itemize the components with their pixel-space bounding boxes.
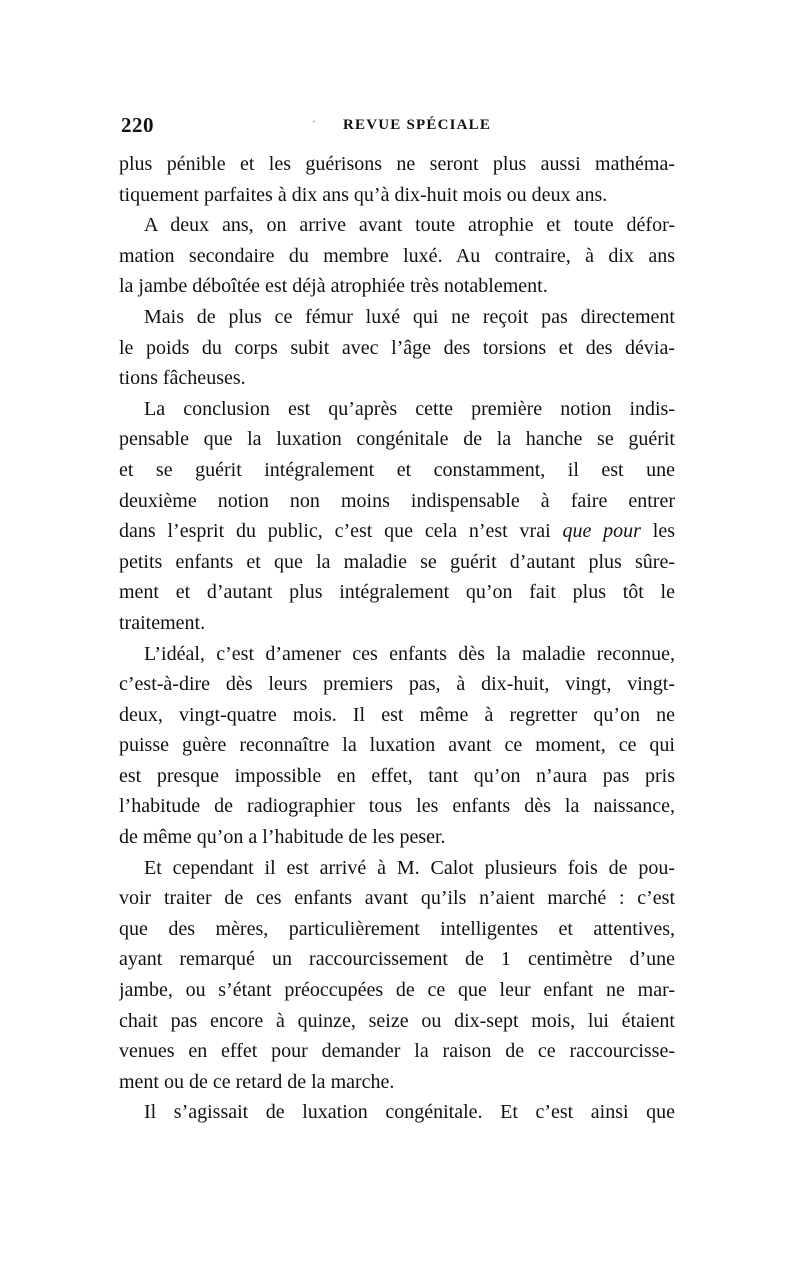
text-line: ment et d’autant plus intégralement qu’on fait plus tôt le (119, 581, 675, 604)
text-line: et se guérit intégralement et constamment, il est une (119, 458, 675, 481)
text-line: traitement. (119, 611, 206, 634)
text-line: chait pas encore à quinze, seize ou dix-sept mois, lui étaient (119, 1009, 675, 1032)
text-line: La conclusion est qu’après cette première notion indis- (144, 397, 675, 420)
text-line: L’idéal, c’est d’amener ces enfants dès la maladie reconnue, (144, 642, 675, 665)
text-line: Il s’agissait de luxation congénitale. Et c’est ainsi que (144, 1101, 675, 1124)
text-line: plus pénible et les guérisons ne seront plus aussi mathéma- (119, 153, 675, 175)
text-line: de même qu’on a l’habitude de les peser. (119, 826, 446, 849)
italic-emphasis: que pour (562, 520, 641, 543)
text-line: petits enfants et que la maladie se guérit d’autant plus sûre- (119, 550, 675, 573)
text-line: voir traiter de ces enfants avant qu’ils n’aient marché : c’est (119, 887, 675, 910)
text-line (119, 516, 675, 547)
header-dot: · (312, 114, 316, 128)
text-line: pensable que la luxation congénitale de la hanche se guérit (119, 428, 675, 451)
text-line: jambe, ou s’étant préoccupées de ce que leur enfant ne mar- (119, 979, 675, 1002)
text-line: tiquement parfaites à dix ans qu’à dix-huit mois ou deux ans. (119, 183, 608, 206)
text-line: ment ou de ce retard de la marche. (119, 1070, 395, 1093)
line-segment: les (652, 520, 675, 543)
text-line: deux, vingt-quatre mois. Il est même à regretter qu’on ne (119, 703, 675, 726)
text-line: tions fâcheuses. (119, 367, 246, 390)
text-line: que des mères, particulièrement intelligentes et attentives, (119, 917, 675, 940)
page-number: 220 (121, 113, 154, 137)
text-line: deuxième notion non moins indispensable à faire entrer (119, 489, 675, 512)
text-line: puisse guère reconnaître la luxation avant ce moment, ce qui (119, 734, 675, 757)
text-line: venues en effet pour demander la raison de ce raccourcisse- (119, 1040, 675, 1063)
text-line: mation secondaire du membre luxé. Au contraire, à dix ans (119, 244, 675, 267)
body-text (119, 149, 675, 1128)
text-line: le poids du corps subit avec l’âge des torsions et des dévia- (119, 336, 675, 359)
text-line: A deux ans, on arrive avant toute atrophie et toute défor- (144, 214, 675, 237)
text-line: la jambe déboîtée est déjà atrophiée très notablement. (119, 275, 548, 298)
text-line: l’habitude de radiographier tous les enfants dès la naissance, (119, 795, 675, 818)
text-line: ayant remarqué un raccourcissement de 1 centimètre d’une (119, 948, 675, 971)
text-line: Mais de plus ce fémur luxé qui ne reçoit pas directement (144, 305, 675, 328)
text-line: Et cependant il est arrivé à M. Calot plusieurs fois de pou- (144, 856, 675, 879)
text-line: c’est-à-dire dès leurs premiers pas, à dix-huit, vingt, vingt- (119, 673, 675, 696)
running-head: REVUE SPÉCIALE (343, 117, 492, 133)
line-segment: dans l’esprit du public, c’est que cela n’est vrai (119, 520, 551, 543)
text-line: est presque impossible en effet, tant qu’on n’aura pas pris (119, 764, 675, 787)
